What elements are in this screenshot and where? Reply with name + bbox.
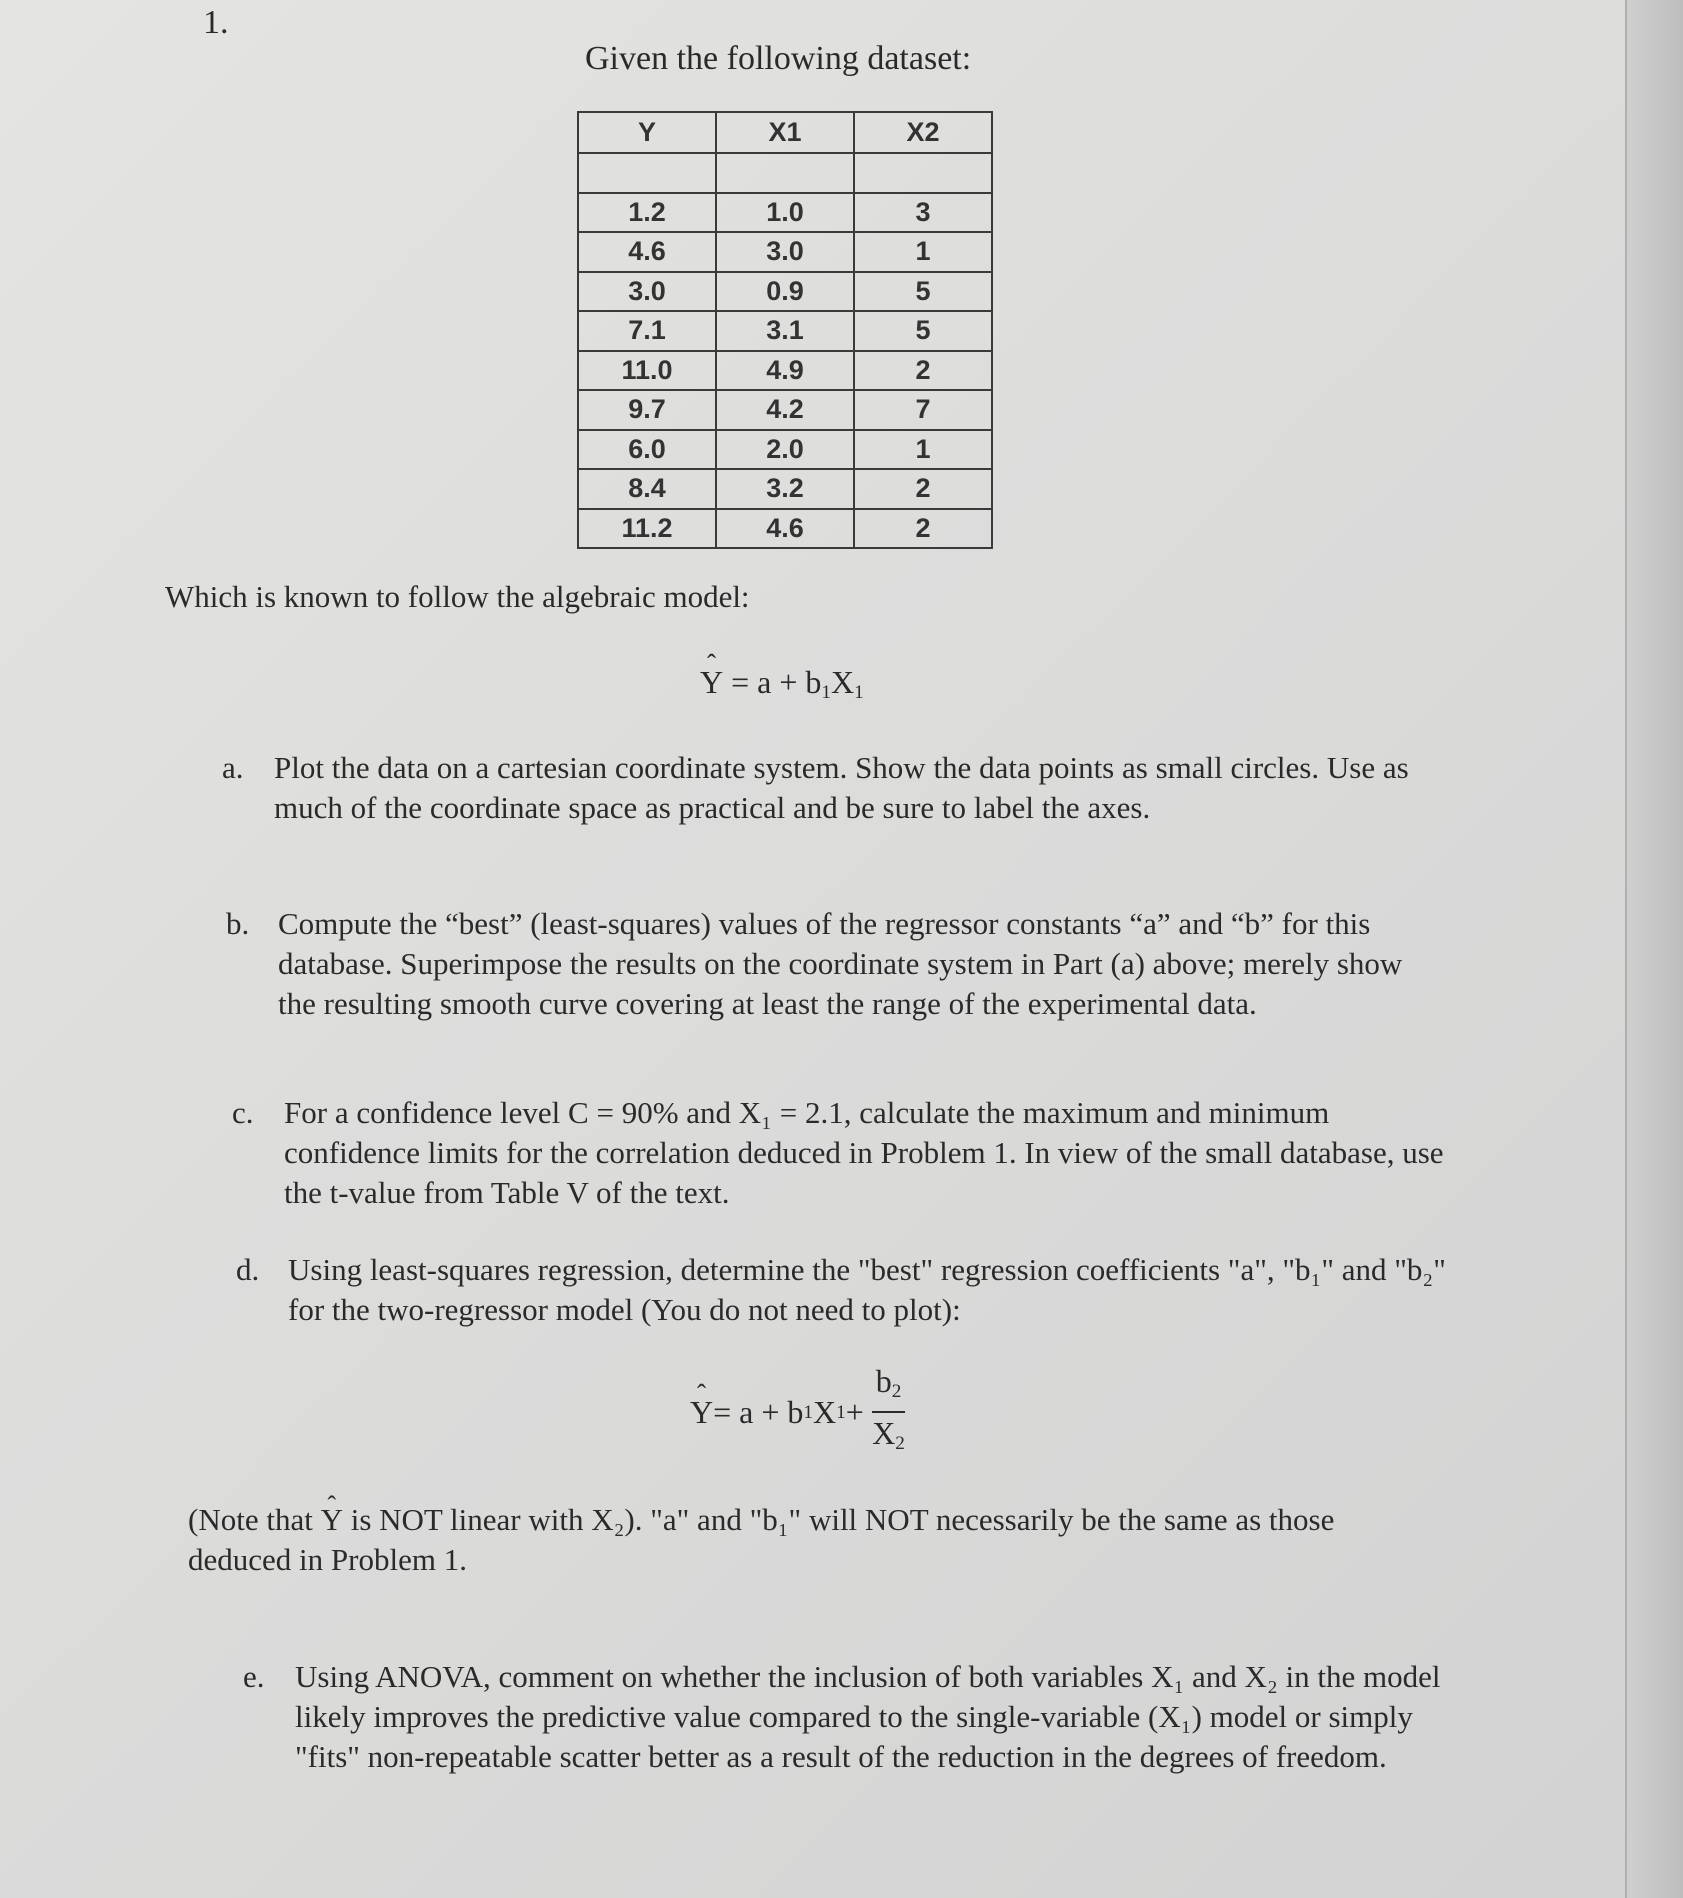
eq2-sub-b: 1 — [803, 1401, 813, 1423]
fraction-denominator: $X_2$ — [872, 1414, 905, 1454]
problem-number: 1. — [203, 4, 229, 41]
fraction-numerator: $b_2$ — [872, 1362, 906, 1413]
item-letter: e. — [243, 1659, 265, 1694]
eq2-sub-x: 1 — [836, 1401, 846, 1423]
table-row — [578, 193, 992, 233]
cell-x1: 4.6 — [716, 509, 854, 549]
eq2-x: X — [813, 1394, 837, 1431]
item-text: Using least-squares regression, determine the "best" regression coefficients "a", "b₁" and "b₂" for the two-regressor model (You do not need to plot): — [288, 1252, 1446, 1327]
cell-x2: 5 — [854, 311, 992, 351]
item-letter: a. — [222, 750, 244, 785]
eq2-plus: + — [845, 1394, 864, 1431]
table-header-row — [578, 112, 992, 153]
cell-x2: 3 — [854, 193, 992, 233]
cell-x1: 3.1 — [716, 311, 854, 351]
item-text: Compute the “best” (least-squares) values of the regressor constants “a” and “b” for this database. Superimpose the results on the coordinate system in Part (a) above; merely show the resulting smooth curve covering at least the range of the experimental data. — [278, 906, 1403, 1021]
y-hat: ˆ Y — [700, 664, 723, 701]
cell-y: 7.1 — [578, 311, 716, 351]
model-intro: Which is known to follow the algebraic model: — [165, 579, 750, 614]
note-y-hat: ˆ Y — [321, 1500, 343, 1540]
y-hat: ˆ Y — [690, 1394, 713, 1431]
dataset-table — [577, 111, 993, 549]
eq1-rhs: = a + b — [723, 664, 822, 700]
cell-x1: 2.0 — [716, 430, 854, 470]
cell-y: 4.6 — [578, 232, 716, 272]
table-empty-row — [578, 153, 992, 193]
dataset-intro: Given the following dataset: — [585, 40, 972, 77]
table-row — [578, 509, 992, 549]
eq2-rhs: = a + b — [713, 1394, 804, 1431]
item-letter: b. — [226, 906, 250, 941]
cell-x2: 5 — [854, 272, 992, 312]
table-row — [578, 430, 992, 470]
cell-x2: 2 — [854, 351, 992, 391]
table-row — [578, 351, 992, 391]
cell-x2: 1 — [854, 430, 992, 470]
table-row — [578, 469, 992, 509]
eq2-fraction — [872, 1362, 906, 1464]
item-letter: c. — [232, 1095, 254, 1130]
cell-x2: 2 — [854, 509, 992, 549]
cell-x2: 1 — [854, 232, 992, 272]
cell-y: 11.0 — [578, 351, 716, 391]
note-part1: (Note that — [188, 1502, 321, 1537]
equation-two-regressor-model — [690, 1362, 905, 1464]
cell-y: 1.2 — [578, 193, 716, 233]
cell-y: 6.0 — [578, 430, 716, 470]
eq1-x: X — [831, 664, 855, 700]
table-row — [578, 311, 992, 351]
cell-x1: 4.9 — [716, 351, 854, 391]
note — [188, 1500, 1388, 1580]
cell-x1: 1.0 — [716, 193, 854, 233]
header-x2: X2 — [854, 112, 992, 153]
table-row — [578, 232, 992, 272]
item-text: Using ANOVA, comment on whether the inclusion of both variables X₁ and X₂ in the model likely improves the predictive value compared to the single-variable (X₁) model or simply "fits" non-repeatable scatter better as a result of the reduction in the degrees of freedom. — [295, 1659, 1441, 1774]
cell-y: 3.0 — [578, 272, 716, 312]
header-x1: X1 — [716, 112, 854, 153]
cell-x2: 7 — [854, 390, 992, 430]
eq1-sub-b: 1 — [821, 681, 831, 703]
header-y: Y — [578, 112, 716, 153]
item-text: Plot the data on a cartesian coordinate system. Show the data points as small circles. Use as much of the coordinate space as practical and be sure to label the axes. — [274, 750, 1409, 825]
cell-x1: 3.2 — [716, 469, 854, 509]
page-edge — [1625, 0, 1683, 1898]
note-part2: is NOT linear with X₂). "a" and "b₁" will NOT necessarily be the same as those deduced in Problem 1. — [188, 1502, 1335, 1577]
table-row — [578, 390, 992, 430]
cell-x1: 3.0 — [716, 232, 854, 272]
cell-x2: 2 — [854, 469, 992, 509]
cell-x1: 0.9 — [716, 272, 854, 312]
item-letter: d. — [236, 1252, 260, 1287]
table-row — [578, 272, 992, 312]
cell-y: 9.7 — [578, 390, 716, 430]
equation-simple-model — [700, 664, 864, 704]
eq1-sub-x: 1 — [854, 681, 864, 703]
item-text: For a confidence level C = 90% and X₁ = 2.1, calculate the maximum and minimum confidence limits for the correlation deduced in Problem 1. In view of the small database, use the t-value from Table V of the text. — [284, 1095, 1444, 1210]
cell-y: 8.4 — [578, 469, 716, 509]
cell-y: 11.2 — [578, 509, 716, 549]
cell-x1: 4.2 — [716, 390, 854, 430]
